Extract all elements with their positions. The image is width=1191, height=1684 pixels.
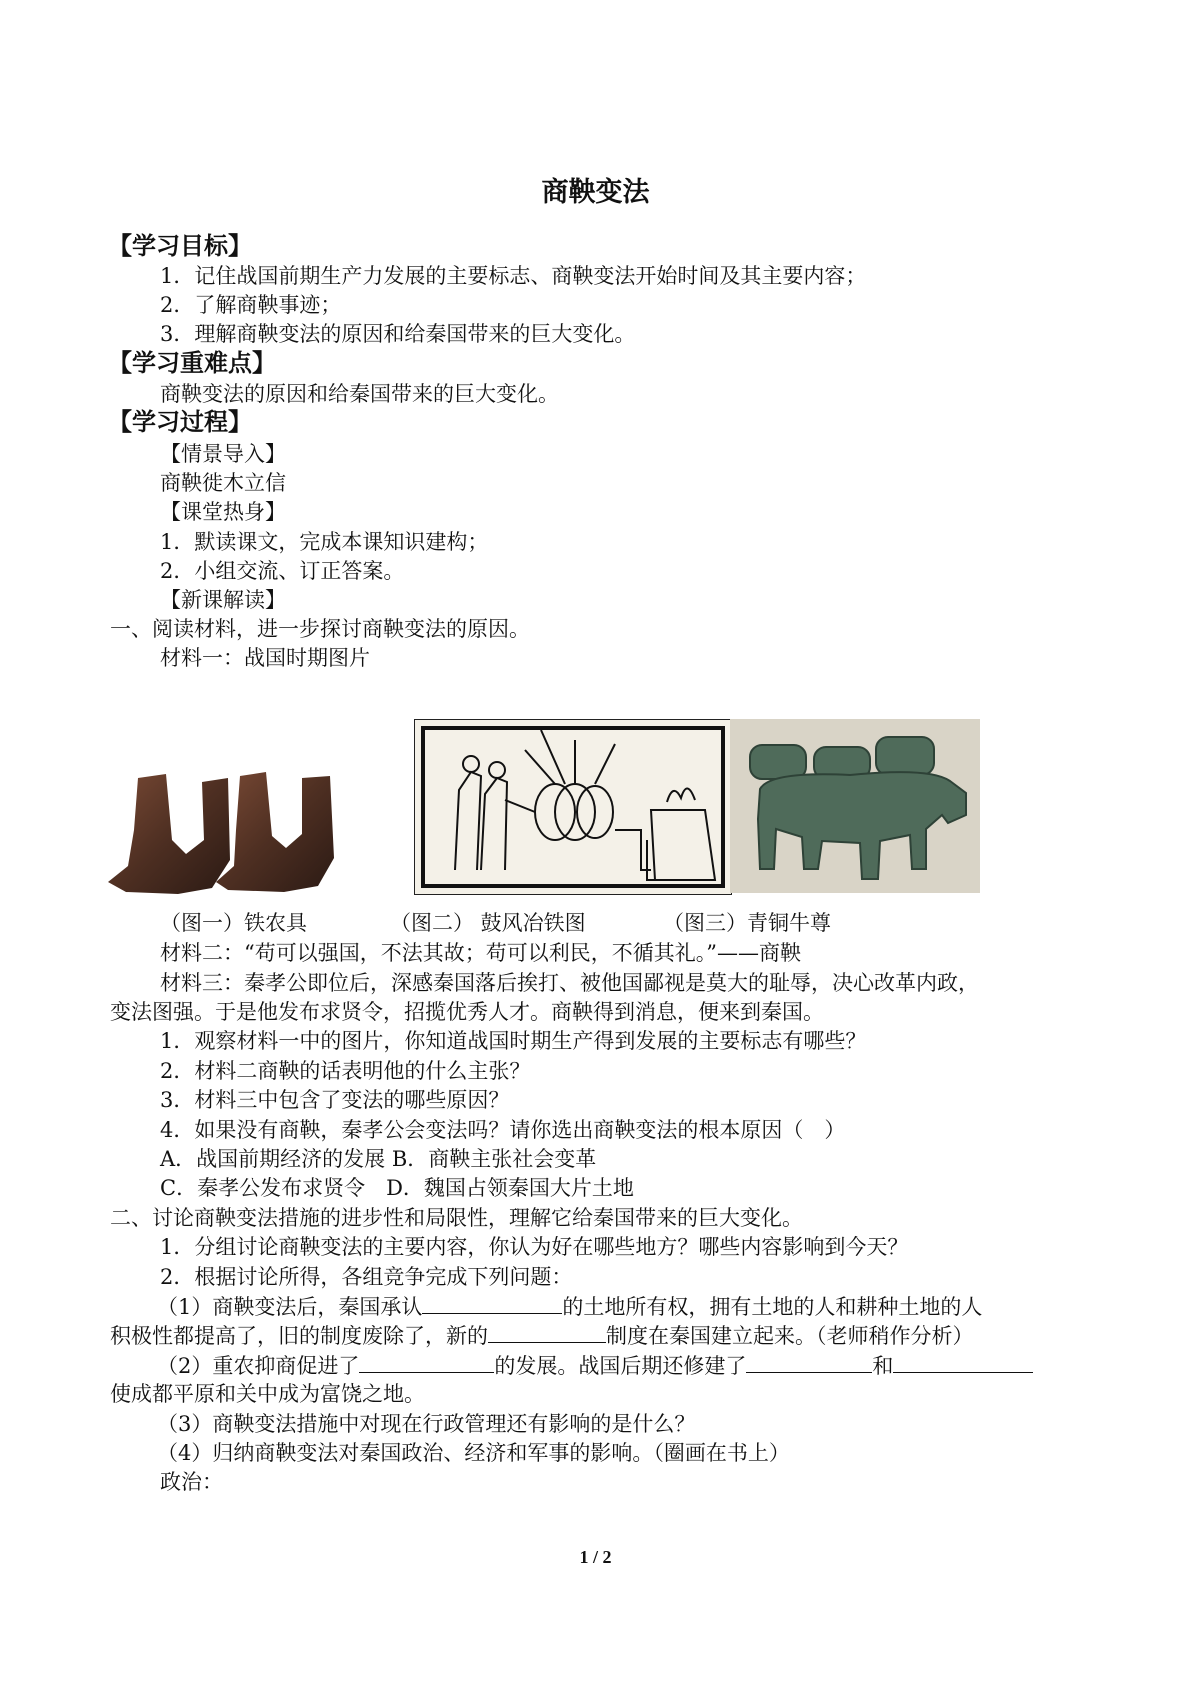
warmup-item: 2．小组交流、订正答案。	[160, 559, 405, 583]
caption-figure2: （图二） 鼓风冶铁图	[390, 911, 586, 935]
part2-heading: 二、讨论商鞅变法措施的进步性和局限性，理解它给秦国带来的巨大变化。	[110, 1206, 803, 1230]
sub2-text-d: 使成都平原和关中成为富饶之地。	[110, 1382, 425, 1406]
fill-blank[interactable]	[893, 1352, 1033, 1373]
sub2-text-b: 的发展。战国后期还修建了	[494, 1354, 747, 1378]
key-heading: 【学习重难点】	[108, 349, 276, 377]
fill-blank[interactable]	[488, 1322, 606, 1343]
sub-question-3: （3）商鞅变法措施中对现在行政管理还有影响的是什么？	[157, 1412, 696, 1436]
part1-question2: 2．材料二商鞅的话表明他的什么主张？	[160, 1059, 531, 1083]
intro-text: 商鞅徙木立信	[160, 471, 286, 495]
intro-label: 【情景导入】	[160, 442, 286, 466]
goal-item: 2．了解商鞅事迹；	[160, 293, 342, 317]
sub1-text-c: 积极性都提高了，旧的制度废除了，新的	[110, 1324, 488, 1348]
material2: 材料二：“苟可以强国，不法其故；苟可以利民，不循其礼。”——商鞅	[160, 941, 801, 965]
sub-question-1-line2	[110, 1322, 974, 1349]
fill-blank[interactable]	[422, 1293, 562, 1314]
warmup-label: 【课堂热身】	[160, 500, 286, 524]
goal-item: 3．理解商鞅变法的原因和给秦国带来的巨大变化。	[160, 322, 636, 346]
part1-heading: 一、阅读材料，进一步探讨商鞅变法的原因。	[110, 617, 530, 641]
bellows-smelting-image	[414, 719, 732, 895]
new-lesson-label: 【新课解读】	[160, 588, 286, 612]
goal-item: 1．记住战国前期生产力发展的主要标志、商鞅变法开始时间及其主要内容；	[160, 264, 867, 288]
material3-line2: 变法图强。于是他发布求贤令，招揽优秀人才。商鞅得到消息，便来到秦国。	[110, 1000, 824, 1024]
sub-question-4: （4）归纳商鞅变法对秦国政治、经济和军事的影响。（圈画在书上）	[157, 1441, 790, 1465]
caption-figure3: （图三）青铜牛尊	[663, 911, 831, 935]
part2-question1: 1．分组讨论商鞅变法的主要内容，你认为好在哪些地方？哪些内容影响到今天？	[160, 1235, 909, 1259]
bronze-ox-vessel-image	[730, 719, 980, 893]
iron-tools-image	[108, 770, 343, 900]
sub-question-1-line1	[157, 1293, 982, 1320]
sub1-text-a: （1）商鞅变法后，秦国承认	[157, 1295, 423, 1319]
warmup-item: 1．默读课文，完成本课知识建构；	[160, 530, 489, 554]
part1-question1: 1．观察材料一中的图片，你知道战国时期生产得到发展的主要标志有哪些？	[160, 1029, 867, 1053]
sub1-text-b: 的土地所有权，拥有土地的人和耕种土地的人	[562, 1295, 983, 1319]
page-number: 1 / 2	[579, 1547, 612, 1567]
sub1-text-d: 制度在秦国建立起来。（老师稍作分析）	[606, 1324, 974, 1348]
options-cd: C．秦孝公发布求贤令 D．魏国占领秦国大片土地	[160, 1176, 634, 1200]
key-text: 商鞅变法的原因和给秦国带来的巨大变化。	[160, 382, 559, 406]
caption-figure1: （图一）铁农具	[160, 911, 307, 935]
material3-line1: 材料三：秦孝公即位后，深感秦国落后挨打、被他国鄙视是莫大的耻辱，决心改革内政，	[160, 971, 979, 995]
sub-question-2-line1	[157, 1352, 1033, 1379]
material1-label: 材料一：战国时期图片	[160, 646, 370, 670]
sub2-text-a: （2）重农抑商促进了	[157, 1354, 360, 1378]
goals-heading: 【学习目标】	[108, 232, 252, 260]
process-heading: 【学习过程】	[108, 408, 252, 436]
part2-question2: 2．根据讨论所得，各组竞争完成下列问题：	[160, 1265, 573, 1289]
part1-question3: 3．材料三中包含了变法的哪些原因？	[160, 1088, 510, 1112]
options-ab: A．战国前期经济的发展 B．商鞅主张社会变革	[160, 1147, 597, 1171]
page-title: 商鞅变法	[541, 177, 650, 208]
fill-blank[interactable]	[359, 1352, 494, 1373]
part1-question4: 4．如果没有商鞅，秦孝公会变法吗？请你选出商鞅变法的根本原因（ ）	[160, 1118, 846, 1142]
fill-blank[interactable]	[746, 1352, 872, 1373]
sub2-text-c: 和	[872, 1354, 894, 1378]
politics-label: 政治：	[160, 1470, 223, 1494]
